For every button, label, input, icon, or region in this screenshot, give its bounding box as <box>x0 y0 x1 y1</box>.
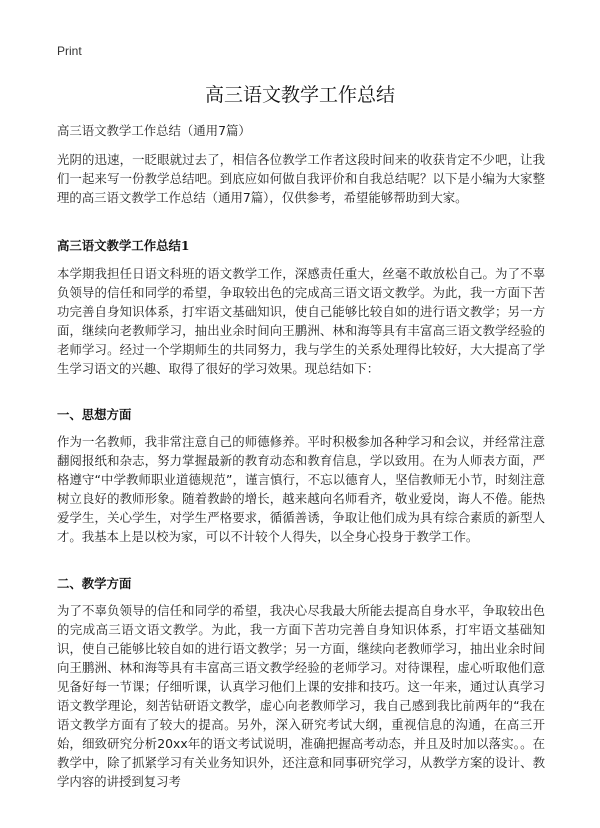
subsection-heading-thought: 一、思想方面 <box>57 407 132 422</box>
document-title: 高三语文教学工作总结 <box>204 84 395 106</box>
subsection-heading-teaching: 二、教学方面 <box>57 576 132 591</box>
section-paragraph: 本学期我担任日语文科班的语文教学工作，深感责任重大，丝毫不敢放松自己。为了不辜负领导的信任和同学的希望，争取较出色的完成高三语文语文教学。为此，我一方面下苦功完善自身知识体系，打牢语文基础知识，使自己能够比较自如的进行语文教学；另一方面，继续向老教师学习，抽出业余时间向王鹏洲、林和海等具有丰富高三语文教学经验的老师学习。经过一个学期师生的共同努力，我与学生的关系处理得比较好，大大提高了学生学习语文的兴趣、取得了很好的学习效果。现总结如下： <box>57 266 545 376</box>
document-subtitle: 高三语文教学工作总结（通用7篇） <box>57 123 251 138</box>
section-heading: 高三语文教学工作总结1 <box>57 238 190 253</box>
print-link[interactable]: Print <box>57 44 82 58</box>
thought-paragraph: 作为一名教师，我非常注意自己的师德修养。平时积极参加各种学习和会议，并经常注意翻阅报纸和杂志，努力掌握最新的教育动态和教育信息，学以致用。在为人师表方面，严格遵守“中学教师职业道德规范”，谨言慎行，不忘以德育人，坚信教师无小节，时刻注意树立良好的教师形象。随着教龄的增长，越来越向名师看齐，敬业爱岗，诲人不倦。能热爱学生，关心学生，对学生严格要求，循循善诱，争取让他们成为具有综合素质的新型人才。我基本上是以校为家，可以不计较个人得失，以全身心投身于教学工作。 <box>57 434 545 544</box>
teaching-paragraph: 为了不辜负领导的信任和同学的希望，我决心尽我最大所能去提高自身水平，争取较出色的完成高三语文语文教学。为此，我一方面下苦功完善自身知识体系，打牢语文基础知识，使自己能够比较自如的进行语文教学；另一方面，继续向老教师学习，抽出业余时间向王鹏洲、林和海等具有丰富高三语文教学经验的老师学习。对待课程，虚心听取他们意见备好每一节课；仔细听课，认真学习他们上课的安排和技巧。这一年来，通过认真学习语文教学理论，刻苦钻研语文教学，虚心向老教师学习，我自己感到我比前两年的“我在语文教学方面有了较大的提高。另外，深入研究考试大纲，重视信息的沟通，在高三开始，细致研究分析20xx年的语文考试说明，准确把握高考动态，并且及时加以落实。。在教学中，除了抓紧学习有关业务知识外，还注意和同事研究学习，从教学方案的设计、教学内容的讲授到复习考 <box>57 603 545 789</box>
intro-paragraph: 光阴的迅速，一眨眼就过去了，相信各位教学工作者这段时间来的收获肯定不少吧，让我们一起来写一份教学总结吧。到底应如何做自我评价和自我总结呢？以下是小编为大家整理的高三语文教学工作总结（通用7篇），仅供参考，希望能够帮助到大家。 <box>57 152 545 205</box>
